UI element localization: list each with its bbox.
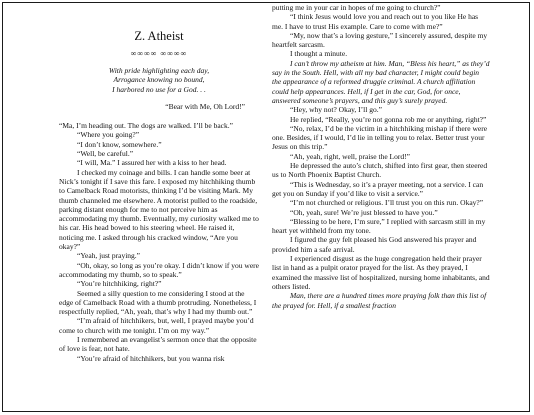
right-column: [272, 3, 490, 310]
paragraph: “Yeah, just praying.”: [77, 251, 140, 261]
paragraph: “I’m afraid of hitchhikers, but, well, I prayed maybe you’d come to church with me tonight. I’m on my way.”: [59, 316, 254, 335]
paragraph: He replied, “Really, you’re not gonna rob me or anything, right?”: [290, 114, 487, 124]
epigraph-line: I harbored no use for a God. . .: [112, 84, 206, 94]
paragraph: “You’re hitchhiking, right?”: [77, 279, 162, 289]
paragraph: “I will, Ma.” I assured her with a kiss to her head.: [77, 158, 227, 168]
left-column: [59, 3, 259, 363]
paragraph: “I’m not churched or religious. I’ll trust you on this run. Okay?”: [290, 198, 484, 208]
paragraph: “I think Jesus would love you and reach out to you like He has me. I have to trust His example. Care to come with me?”: [272, 12, 479, 31]
paragraph: Seemed a silly question to me considering I stood at the edge of Camelback Road with a thumb protruding. Nonetheless, I respectfully replied, “Ah, yeah, that’s why I had my thumb out.”: [59, 288, 257, 317]
paragraph: “This is Wednesday, so it’s a prayer meeting, not a service. I can get you on Sunday if you’d like to visit a service.”: [272, 179, 484, 198]
epigraph-line: With pride highlighting each day,: [108, 66, 210, 75]
chapter-title: Z. Atheist: [134, 29, 184, 43]
epigraph: [59, 66, 259, 94]
left-column-body: [59, 121, 259, 363]
paragraph: I can’t throw my atheism at him. Man, “Bless his heart,” as they’d say in the South. Hell, with all my bad character, I might could begin the appearance of a reformed druggie criminal. A church affiliation could help appearances. Hell, if I get in the car, God, for once, answered someone’s prayers, and this guy’s surely prayed.: [272, 58, 490, 105]
paragraph: I figured the guy felt pleased his God answered his prayer and provided him a safe arrival.: [272, 235, 477, 254]
paragraph: I experienced disgust as the huge congregation held their prayer list in hand as a pulpit orator prayed for the list. As they prayed, I examined the massive list of hospitalized, nursing home inhabitants, and others listed.: [272, 254, 490, 291]
paragraph: I thought a minute.: [290, 49, 348, 59]
paragraph: “Where you going?”: [77, 130, 140, 140]
paragraph: “My, now that’s a loving gesture,” I sincerely assured, despite my heartfelt sarcasm.: [272, 30, 488, 50]
paragraph: “Oh, okay, so long as you’re okay. I didn’t know if you were accommodating my thumb, so to speak.”: [59, 260, 259, 279]
paragraph: “You’re afraid of hitchhikers, but you wanna risk: [77, 353, 225, 363]
paragraph: “No, relax, I’d be the victim in a hitchhiking mishap if there were one. Besides, if I would, I’d lie in telling you to relax. Better trust your Jesus on this trip.”: [272, 123, 488, 152]
epigraph-line: Arrogance knowing no bound,: [113, 75, 205, 85]
paragraph: I remembered an evangelist’s sermon once that the opposite of love is fear, not hate.: [59, 335, 257, 354]
section-quote: “Bear with Me, Oh Lord!”: [165, 101, 245, 111]
paragraph: “Hey, why not? Okay, I’ll go.”: [290, 105, 382, 115]
paragraph: Man, there are a hundred times more praying folk than this list of the prayed for. Hell, if a smallest fraction: [272, 291, 487, 310]
paragraph: “Blessing to be here, I’m sure,” I replied with sarcasm still in my heart yet withheld from my tone.: [272, 216, 486, 236]
paragraph: He depressed the auto’s clutch, shifted into first gear, then steered us to North Phoenix Baptist Church.: [272, 161, 488, 180]
right-column-body: [272, 3, 490, 310]
ornament-divider: ∞∞∞∞ ∞∞∞∞: [130, 49, 188, 58]
document-page: [2, 2, 530, 412]
paragraph: “Ma, I’m heading out. The dogs are walked. I’ll be back.”: [59, 121, 233, 131]
paragraph: “Oh, yeah, sure! We’re just blessed to have you.”: [290, 207, 438, 217]
paragraph: putting me in your car in hopes of me going to church?”: [272, 3, 441, 12]
paragraph: I checked my coinage and bills. I can handle some beer at Nick’s tonight if I save this fare. I exposed my hitchhiking thumb to Camelback Road motorists, thinking I’d be visiting Mark. My thumb channeled me elsewhere. A motorist pulled to the roadside, parking distant enough for me to not perceive him as accommodating my thumb. Eventually, my curiosity walked me to his car. His head bowed to his steering wheel. He raised it, noticing me. I asked through his cracked window, “Are you okay?”: [59, 167, 259, 252]
paragraph: “I don’t know, somewhere.”: [77, 139, 162, 149]
paragraph: “Ah, yeah, right, well, praise the Lord!”: [290, 151, 410, 161]
paragraph: “Well, be careful.”: [77, 149, 134, 159]
